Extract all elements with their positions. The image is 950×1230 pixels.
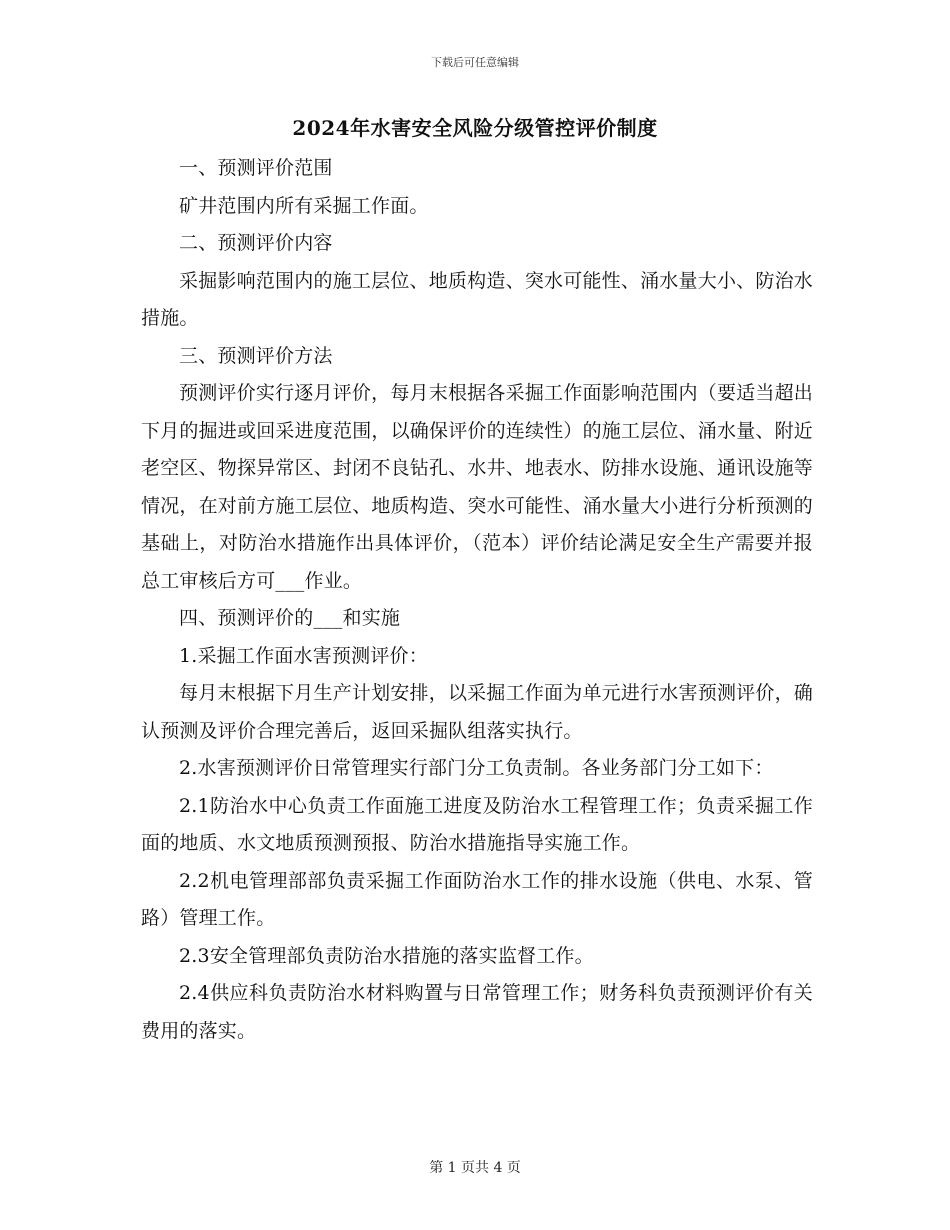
paragraph: 每月末根据下月生产计划安排，以采掘工作面为单元进行水害预测评价，确认预测及评价合理完善后，返回采掘队组落实执行。	[141, 682, 813, 742]
section-heading-1: 一、预测评价范围	[179, 157, 333, 179]
document-title: 2024年水害安全风险分级管控评价制度	[292, 116, 658, 140]
list-item: 2.2机电管理部部负责采掘工作面防治水工作的排水设施（供电、水泵、管路）管理工作。	[141, 869, 813, 929]
page-header-note: 下载后可任意编辑	[431, 56, 519, 69]
document-body	[141, 150, 813, 1050]
list-item: 2.1防治水中心负责工作面施工进度及防治水工程管理工作；负责采掘工作面的地质、水文地质预测预报、防治水措施指导实施工作。	[141, 794, 813, 854]
page-number-footer: 第 1 页共 4 页	[429, 1160, 521, 1176]
list-item: 2.4供应科负责防治水材料购置与日常管理工作；财务科负责预测评价有关费用的落实。	[141, 982, 813, 1042]
section-heading-3: 三、预测评价方法	[179, 344, 333, 367]
section-heading-2: 二、预测评价内容	[179, 232, 333, 254]
paragraph: 矿井范围内所有采掘工作面。	[179, 194, 429, 217]
paragraph: 2.水害预测评价日常管理实行部门分工负责制。各业务部门分工如下：	[179, 757, 774, 779]
list-item: 2.3安全管理部负责防治水措施的落实监督工作。	[179, 944, 594, 967]
paragraph: 预测评价实行逐月评价，每月末根据各采掘工作面影响范围内（要适当超出下月的掘进或回采进度范围，以确保评价的连续性）的施工层位、涌水量、附近老空区、物探异常区、封闭不良钻孔、水井、地表水、防排水设施、通讯设施等情况，在对前方施工层位、地质构造、突水可能性、涌水量大小进行分析预测的基础上，对防治水措施作出具体评价，（范本）评价结论满足安全生产需要并报总工审核后方可___作业。	[141, 382, 814, 592]
subsection-heading: 1.采掘工作面水害预测评价：	[179, 644, 428, 667]
paragraph: 采掘影响范围内的施工层位、地质构造、突水可能性、涌水量大小、防治水措施。	[141, 269, 813, 329]
section-heading-4: 四、预测评价的___和实施	[179, 607, 401, 629]
